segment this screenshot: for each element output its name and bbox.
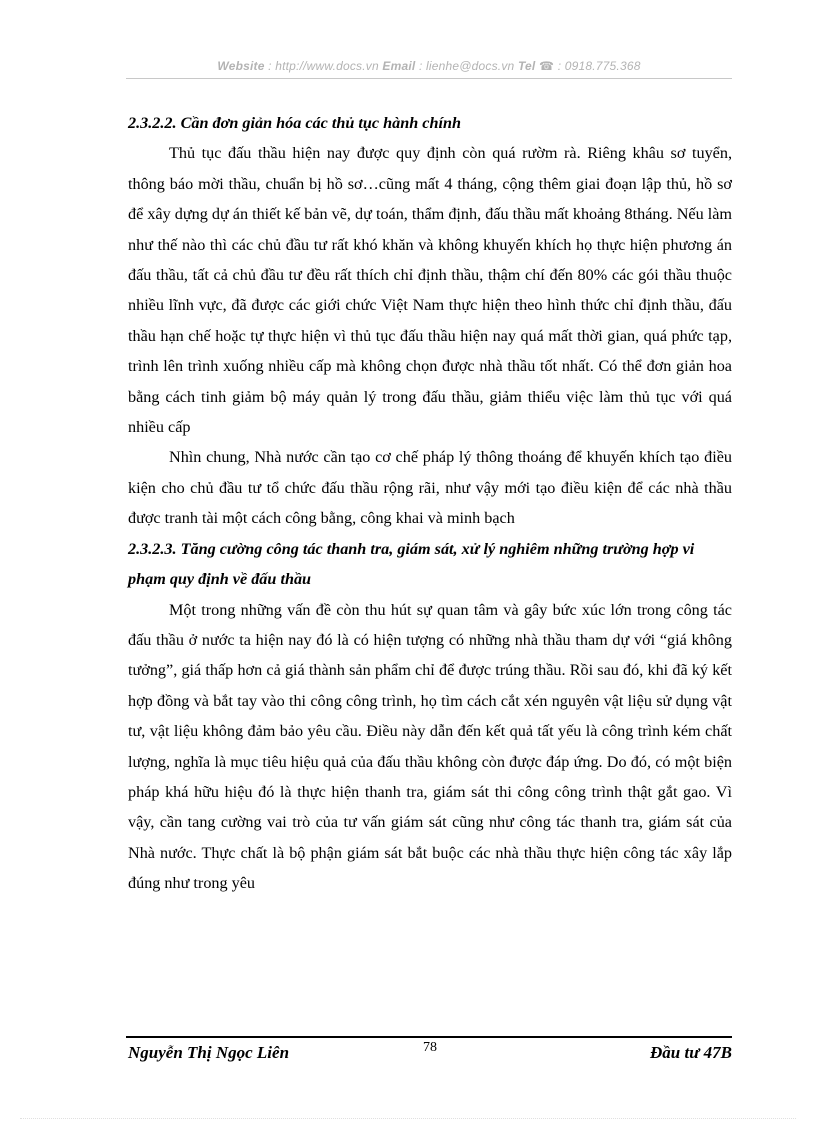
page-number: 78 [423,1040,437,1055]
website-label: Website [217,59,265,73]
page-header [126,59,732,73]
page-bottom-border [20,1118,796,1119]
email-value: : lienhe@docs.vn [418,59,515,73]
footer-author: Nguyễn Thị Ngọc Liên [128,1043,290,1062]
paragraph: Một trong những vấn đề còn thu hút sự quan tâm và gây bức xúc lớn trong công tác đấu thầu ở nước ta hiện nay đó là có hiện tượng có những nhà thầu tham dự với “giá không tưởng”, giá thấp hơn cả giá thành sản phẩm chỉ để được trúng thầu. Rồi sau đó, khi đã ký kết hợp đồng và bắt tay vào thi công công trình, họ tìm cách cắt xén nguyên vật liệu sử dụng vật tư, vật liệu không đảm bảo yêu cầu. Điều này dẫn đến kết quả tất yếu là công trình kém chất lượng, nghĩa là mục tiêu hiệu quả của đấu thầu không còn được đáp ứng. Do đó, có một biện pháp khá hữu hiệu đó là thực hiện thanh tra, giám sát thi công công trình thật gắt gao. Vì vậy, cần tang cường vai trò của tư vấn giám sát cũng như công tác thanh tra, giám sát của Nhà nước. Thực chất là bộ phận giám sát bắt buộc các nhà thầu thực hiện công tác xây lắp đúng như trong yêu [128,600,732,893]
paragraph: Thủ tục đấu thầu hiện nay được quy định còn quá rườm rà. Riêng khâu sơ tuyển, thông báo mời thầu, chuẩn bị hồ sơ…cũng mất 4 tháng, cộng thêm giai đoạn lập thủ, hồ sơ để xây dựng dự án thiết kế bản vẽ, dự toán, thẩm định, đấu thầu mất khoảng 8tháng. Nếu làm như thế nào thì các chủ đầu tư rất khó khăn và không khuyến khích họ thực hiện phương án đấu thầu, tất cả chủ đầu tư đều rất thích chỉ định thầu, thậm chí đến 80% các gói thầu thuộc nhiều lĩnh vực, đã được các giới chức Việt Nam thực hiện theo hình thức chỉ định thầu, đấu thầu hạn chế hoặc tự thực hiện vì thủ tục đấu thầu hiện nay quá mất thời gian, quá phức tạp, trình lên trình xuống nhiều cấp mà không chọn được nhà thầu tốt nhất. Có thể đơn giản hoa bằng cách tinh giảm bộ máy quản lý trong đấu thầu, giảm thiểu việc làm thủ tục với quá nhiều cấp [128,144,732,437]
section-heading-2-3-2-2: 2.3.2.2. Cần đơn giản hóa các thủ tục hành chính [128,114,461,132]
footer-class: Đầu tư 47B [650,1043,732,1062]
section-heading-2-3-2-3: 2.3.2.3. Tăng cường công tác thanh tra, giám sát, xử lý nghiêm những trường hợp vi phạm quy định về đấu thầu [128,539,695,589]
tel-value: ☎ : 0918.775.368 [539,59,641,73]
footer-divider [126,1036,732,1038]
email-label: Email [382,59,416,73]
tel-label: Tel [517,59,536,73]
header-divider [126,78,732,79]
website-value: : http://www.docs.vn [268,59,379,73]
paragraph: Nhìn chung, Nhà nước cần tạo cơ chế pháp lý thông thoáng để khuyến khích tạo điều kiện cho chủ đầu tư tổ chức đấu thầu rộng rãi, như vậy mới tạo điều kiện để các nhà thầu được tranh tài một cách công bằng, công khai và minh bạch [128,448,732,528]
page-body [128,108,732,899]
